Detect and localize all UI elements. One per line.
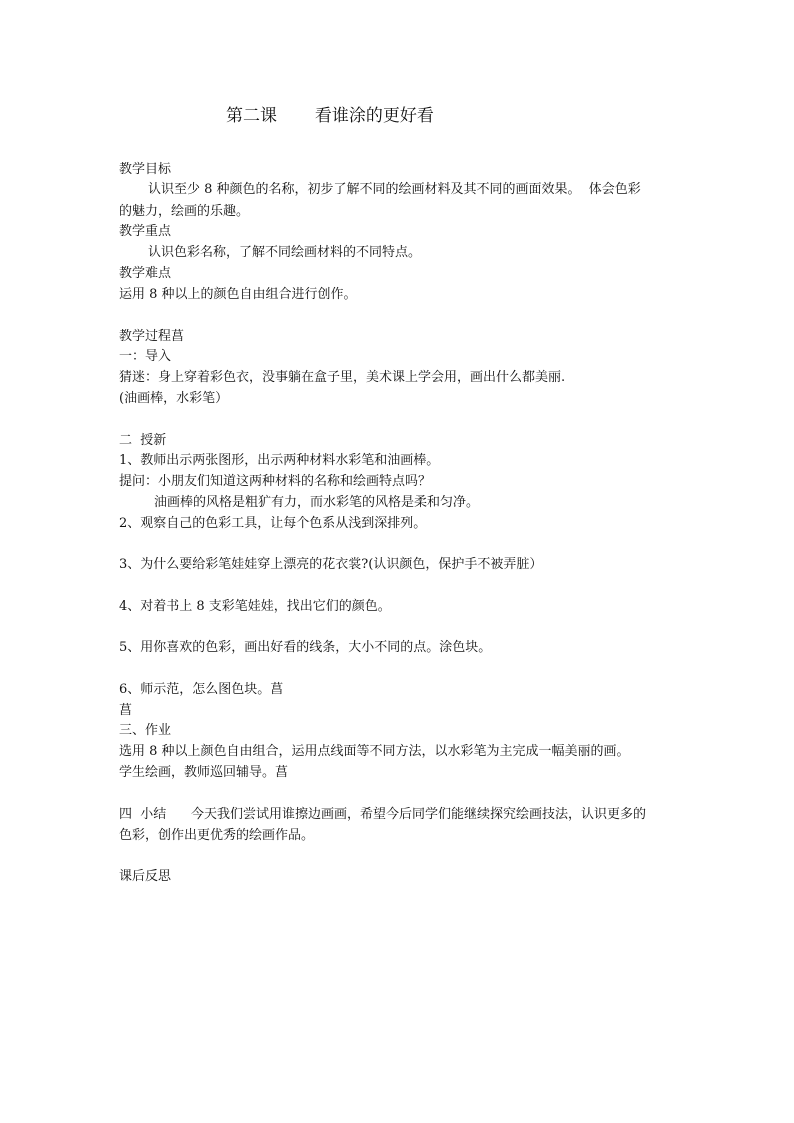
heading-difficulties: 教学难点 [119, 266, 172, 281]
riddle-answer: (油画棒，水彩笔） [119, 391, 229, 406]
summary-text-line-1: 四 小结 今天我们尝试用谁擦边画画，希望今后同学们能继续探究绘画技法，认识更多的 [119, 807, 647, 822]
summary-text-line-2: 色彩，创作出更优秀的绘画作品。 [119, 828, 315, 843]
heading-key-points: 教学重点 [119, 224, 172, 239]
section-new-lesson-heading: 二 授新 [119, 433, 167, 448]
section-homework-heading: 三、作业 [119, 723, 172, 738]
homework-text: 选用 8 种以上颜色自由组合，运用点线面等不同方法，以水彩笔为主完成一幅美丽的画。 [119, 744, 630, 759]
heading-teaching-process: 教学过程菖 [119, 329, 185, 344]
goals-text-line-1: 认识至少 8 种颜色的名称，初步了解不同的绘画材料及其不同的画面效果。 体会色彩 [148, 182, 641, 197]
step-5-text: 5、用你喜欢的色彩，画出好看的线条，大小不同的点。涂色块。 [119, 640, 492, 655]
step-3-text: 3、为什么要给彩笔娃娃穿上漂亮的花衣裳?(认识颜色，保护手不被弄脏） [119, 557, 543, 572]
step-2-text: 2、观察自己的色彩工具，让每个色系从浅到深排列。 [119, 516, 427, 531]
riddle-text: 猜迷：身上穿着彩色衣，没事躺在盒子里，美术课上学会用，画出什么都美丽. [119, 370, 566, 385]
goals-text-line-2: 的魅力，绘画的乐趣。 [119, 204, 250, 219]
step-4-text: 4、对着书上 8 支彩笔娃娃，找出它们的颜色。 [119, 599, 391, 614]
heading-teaching-goals: 教学目标 [119, 162, 172, 177]
section-intro-heading: 一：导入 [119, 349, 172, 364]
step-1-text: 1、教师出示两张图形，出示两种材料水彩笔和油画棒。 [119, 453, 440, 468]
question-text: 提问：小朋友们知道这两种材料的名称和绘画特点吗？ [119, 474, 432, 489]
step-6-text: 6、师示范，怎么图色块。菖 [119, 682, 284, 697]
difficulties-text: 运用 8 种以上的颜色自由组合进行创作。 [119, 287, 357, 302]
lesson-title: 第二课 看谁涂的更好看 [226, 106, 434, 126]
homework-guidance-text: 学生绘画，教师巡回辅导。菖 [119, 765, 289, 780]
heading-reflection: 课后反思 [119, 869, 172, 884]
stray-glyph-line: 菖 [119, 703, 133, 718]
key-points-text: 认识色彩名称，了解不同绘画材料的不同特点。 [148, 245, 422, 260]
answer-text: 油画棒的风格是粗犷有力，而水彩笔的风格是柔和匀净。 [154, 495, 480, 510]
